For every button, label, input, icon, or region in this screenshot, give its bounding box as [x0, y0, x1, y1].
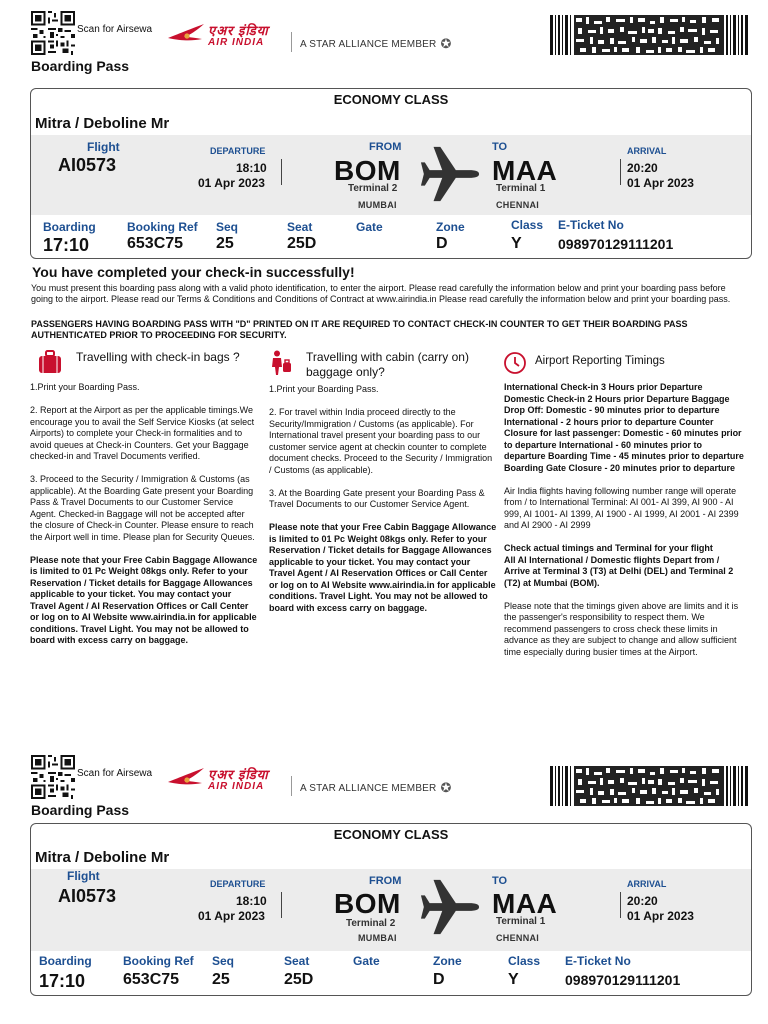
airplane-icon	[419, 876, 481, 938]
class-code: Y	[511, 235, 522, 252]
flight-number: AI0573	[58, 155, 117, 175]
star-alliance-icon: ✪	[440, 780, 452, 795]
departure-date: 01 Apr 2023	[198, 176, 265, 190]
departure-label: DEPARTURE	[210, 879, 266, 889]
departure-time: 18:10	[236, 894, 267, 908]
reporting-timings-header	[503, 350, 743, 376]
class-code: Y	[508, 971, 519, 988]
cabin-bags-header	[268, 350, 496, 380]
qr-code	[31, 755, 75, 799]
arrival-divider	[620, 159, 621, 185]
cabin-step-3: 3. At the Boarding Gate present your Boarding Pass & Travel Documents to our Customer Service Agent.	[269, 487, 485, 509]
departure-divider	[281, 892, 282, 918]
origin-terminal: Terminal 2	[346, 918, 396, 929]
cabin-bags-instructions	[269, 384, 497, 614]
class-label: Class	[511, 218, 544, 232]
star-alliance-icon: ✪	[440, 36, 452, 51]
air-india-wing-icon	[166, 22, 206, 50]
seq-number: 25	[212, 971, 230, 988]
origin-city: MUMBAI	[358, 933, 397, 943]
to-label: TO	[492, 141, 508, 153]
cabin-baggage-note: Please note that your Free Cabin Baggage Allowance is limited to 01 Pc Weight 08kgs only. Refer to your Reservation / Ticket details for Baggage Allowances applicable to your ticket. You may contact your Travel Agent / AI Reservation Offices or Call Center or log on to AI Website www.airindia.in for applicable conditions. Travel Light. You may not be allowed to board with excess carry on baggage.	[269, 522, 497, 613]
arrival-date: 01 Apr 2023	[627, 176, 694, 190]
air-india-logo	[166, 766, 269, 794]
arrival-divider	[620, 892, 621, 918]
logo-divider	[291, 32, 292, 52]
origin-city: MUMBAI	[358, 200, 397, 210]
boarding-time: 17:10	[43, 235, 90, 255]
class-label: Class	[508, 954, 541, 968]
seq-number: 25	[216, 235, 234, 252]
e-ticket-number: 098970129111201	[565, 972, 681, 988]
checkin-bags-title: Travelling with check-in bags ?	[76, 350, 240, 364]
checkin-step-3: 3. Proceed to the Security / Immigration & Customs (as applicable). At the Boarding Gate present your Boarding Pass & Travel Documents to our Customer Service Agent. Checked-in Baggage will not be accepted after the closure of Check-in Counter. Please ensure to reach the Airport well in time. Please plan for Security Queues.	[30, 474, 255, 542]
cabin-bags-title: Travelling with cabin (carry on) baggage only?	[306, 350, 469, 379]
e-ticket-label: E-Ticket No	[558, 218, 624, 232]
seq-label: Seq	[212, 954, 235, 968]
departure-label: DEPARTURE	[210, 146, 266, 156]
destination-code: MAA	[492, 888, 558, 919]
booking-ref: 653C75	[123, 971, 180, 988]
qr-code	[31, 11, 75, 55]
zone-value: D	[436, 235, 448, 252]
class-name: ECONOMY CLASS	[333, 827, 449, 842]
boarding-time: 17:10	[39, 971, 86, 991]
cabin-step-2: 2. For travel within India proceed directly to the Security/Immigration / Customs (as applicable). For International travel present your boarding pass to our customer service agent at checkin counter to complete document checks. Proceed to the Security / Immigration / Customs (as applicable).	[269, 407, 493, 475]
star-alliance-badge	[300, 36, 452, 52]
destination-code: MAA	[492, 155, 558, 186]
luggage-icon	[38, 350, 62, 376]
destination-city: CHENNAI	[496, 933, 540, 943]
reporting-timings-title: Airport Reporting Timings	[535, 355, 665, 367]
boarding-label: Boarding	[43, 220, 96, 234]
reporting-timings-list: International Check-in 3 Hours prior Departure Domestic Check-in 2 Hours prior Departure Baggage Drop Off: Domestic - 90 minutes prior to departure International - 2 hours prior to departure Counter Closure for last passenger: Domestic - 60 minutes prior to departure International - 60 minutes prior to departure Boarding Time - 45 minutes prior to departure Boarding Gate Closure - 20 minutes prior to departure	[504, 382, 744, 473]
booking-ref-label: Booking Ref	[127, 220, 198, 234]
destination-terminal: Terminal 1	[496, 183, 546, 194]
passenger-name: Mitra / Deboline Mr	[35, 115, 170, 132]
timings-limits-note: Please note that the timings given above are limits and it is the passenger's responsibility to respect them. We recommend passengers to cross check these limits in advance as they are subject to change and allow sufficient time especially during busier times at the Airport.	[504, 600, 739, 657]
to-label: TO	[492, 875, 508, 887]
intro-text: You must present this boarding pass along with a valid photo identification, to enter the airport. Please read carefully the information below and print your boarding pass before going to the airport. Please read our Terms & Conditions and Conditions of Contract at www.airindia.in Please read carefully the information below and print your boarding pass.	[31, 283, 731, 304]
seat-label: Seat	[284, 954, 310, 968]
flight-label: Flight	[67, 869, 100, 883]
booking-ref-label: Booking Ref	[123, 954, 194, 968]
departure-divider	[281, 159, 282, 185]
passenger-name: Mitra / Deboline Mr	[35, 849, 170, 866]
flight-number: AI0573	[58, 886, 117, 906]
seat-number: 25D	[284, 971, 314, 988]
arrival-label: ARRIVAL	[627, 146, 667, 156]
class-name: ECONOMY CLASS	[333, 92, 449, 107]
clock-icon	[503, 350, 527, 376]
scan-label: Scan for Airsewa	[77, 768, 153, 779]
boarding-pass-title: Boarding Pass	[31, 802, 130, 818]
boarding-pass-title: Boarding Pass	[31, 58, 130, 74]
gate-label: Gate	[353, 954, 380, 968]
booking-ref: 653C75	[127, 235, 184, 252]
checkin-step-2: 2. Report at the Airport as per the applicable timings.We encourage you to avail the Self Service Kiosks (at select Airports) to complete your Check-in formalities and to avoid queues at Check-in Counters. Get your Baggage checked-in and Travel Documents verified.	[30, 405, 255, 461]
barcode	[550, 766, 748, 806]
seq-label: Seq	[216, 220, 239, 234]
arrival-label: ARRIVAL	[627, 879, 667, 889]
star-alliance-text: A STAR ALLIANCE MEMBER	[300, 38, 437, 50]
barcode	[550, 15, 748, 55]
airline-name-hindi: एअर इंडिया	[208, 767, 269, 782]
boarding-pass-card	[30, 88, 752, 259]
origin-code: BOM	[334, 155, 401, 186]
gate-label: Gate	[356, 220, 383, 234]
cabin-step-1: 1.Print your Boarding Pass.	[269, 384, 379, 394]
checkin-success-message: You have completed your check-in successfully!	[32, 264, 355, 280]
terminal-info: All AI International / Domestic flights Depart from / Arrive at Terminal 3 (T3) at Delhi (DEL) and Terminal 2 (T2) at Mumbai (BOM).	[504, 554, 734, 588]
airline-name: AIR INDIA	[208, 37, 265, 48]
destination-terminal: Terminal 1	[496, 916, 546, 927]
arrival-time: 20:20	[627, 161, 658, 175]
from-label: FROM	[369, 875, 402, 887]
airline-name: AIR INDIA	[208, 781, 265, 792]
departure-date: 01 Apr 2023	[198, 909, 265, 923]
destination-city: CHENNAI	[496, 200, 540, 210]
checkin-step-1: 1.Print your Boarding Pass.	[30, 382, 140, 392]
d-pass-warning: PASSENGERS HAVING BOARDING PASS WITH "D" PRINTED ON IT ARE REQUIRED TO CONTACT CHECK-IN COUNTER TO GET THEIR BOARDING PASS AUTHENTICATED PRIOR TO PROCEEDING FOR SECURITY.	[31, 319, 688, 340]
star-alliance-text: A STAR ALLIANCE MEMBER	[300, 782, 437, 794]
zone-label: Zone	[433, 954, 462, 968]
checkin-bags-instructions	[30, 382, 258, 647]
airplane-icon	[419, 143, 481, 205]
boarding-pass-card	[30, 823, 752, 996]
star-alliance-badge	[300, 780, 452, 796]
air-india-logo	[166, 22, 269, 50]
airline-name-hindi: एअर इंडिया	[208, 23, 269, 38]
reporting-timings-info	[504, 382, 744, 658]
flight-label: Flight	[87, 140, 120, 154]
from-label: FROM	[369, 141, 402, 153]
scan-label: Scan for Airsewa	[77, 24, 153, 35]
check-terminal-title: Check actual timings and Terminal for your flight	[504, 543, 713, 553]
e-ticket-label: E-Ticket No	[565, 954, 631, 968]
departure-time: 18:10	[236, 161, 267, 175]
checkin-baggage-note: Please note that your Free Cabin Baggage Allowance is limited to 01 Pc Weight 08kgs only. Refer to your Reservation / Ticket details for Baggage Allowances applicable to your ticket. You may contact your Travel Agent / AI Reservation Offices or Call Center or log on to AI Website www.airindia.in for applicable conditions. Travel Light. You may not be allowed to board with excess carry on baggage.	[30, 554, 258, 645]
traveller-with-bag-icon	[268, 350, 292, 376]
checkin-bags-header	[38, 350, 263, 376]
zone-value: D	[433, 971, 445, 988]
logo-divider	[291, 776, 292, 796]
air-india-wing-icon	[166, 766, 206, 794]
boarding-label: Boarding	[39, 954, 92, 968]
arrival-time: 20:20	[627, 894, 658, 908]
origin-code: BOM	[334, 888, 401, 919]
international-flights-note: Air India flights having following number range will operate from / to International Terminal: AI 001- AI 399, AI 900 - AI 999, AI 1001- AI 1399, AI 1900 - AI 1999, AI 2001 - AI 2399 and AI 2900 - AI 2999	[504, 485, 739, 530]
seat-label: Seat	[287, 220, 313, 234]
e-ticket-number: 098970129111201	[558, 236, 674, 252]
origin-terminal: Terminal 2	[348, 183, 398, 194]
arrival-date: 01 Apr 2023	[627, 909, 694, 923]
seat-number: 25D	[287, 235, 317, 252]
zone-label: Zone	[436, 220, 465, 234]
